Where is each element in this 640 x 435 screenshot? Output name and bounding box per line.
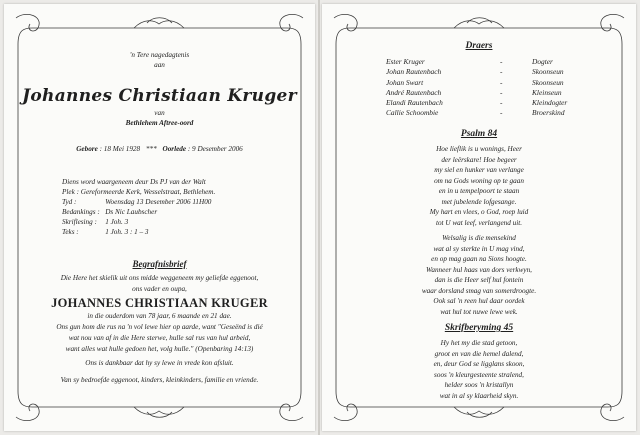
- psalm-heading: Psalm 84: [460, 129, 498, 139]
- letter-line: ons vader en oupa,: [132, 285, 187, 293]
- scripture-line: helder soos 'n kristallyn: [444, 381, 514, 389]
- booklet-fold: [318, 0, 320, 435]
- dates-line: [4, 146, 315, 153]
- psalm-line: om na Gods woning op te gaan: [434, 176, 524, 185]
- psalm-line: Ook sal 'n reen hul daar oordek: [433, 297, 525, 305]
- right-page-content: [322, 4, 636, 431]
- scripture-line: wat in al sy klaarheid skyn.: [439, 391, 519, 400]
- service-row: [62, 187, 219, 197]
- psalm-line: wat hul tot nuwe lewe wek.: [440, 307, 518, 316]
- service-place: Plek : Gereformeerde Kerk, Wesselstraat, Bethlehem.: [62, 188, 216, 196]
- bearers-list: [386, 57, 567, 119]
- born-label: Gebore: [76, 145, 98, 153]
- service-row: [62, 207, 219, 217]
- scripture-line: soos 'n kleurgesteente stralend,: [434, 370, 524, 379]
- service-label: Skriflesing :: [62, 218, 97, 226]
- left-page: [4, 4, 315, 431]
- born-date: : 18 Mei 1928: [99, 145, 141, 153]
- psalm-line: Hoe lieflik is u wonings, Heer: [436, 145, 522, 153]
- intro-line: 'n Tere nagedagtenis: [129, 51, 190, 59]
- bearer-dash: -: [500, 57, 503, 66]
- bearer-row: [386, 108, 567, 118]
- bearer-relation: Kleinseun: [532, 87, 562, 97]
- letter-verse: wat nou van af in die Here sterwe, hulle sal rus van hul arbeid,: [68, 334, 251, 342]
- bearer-dash: -: [500, 67, 503, 77]
- bearer-row: [386, 98, 567, 108]
- bearer-name: Johan Swart: [386, 77, 424, 87]
- bearer-name: Callie Schoombie: [386, 108, 439, 118]
- bearer-relation: Skoonseun: [532, 67, 564, 77]
- service-details: [62, 177, 219, 237]
- bearer-name: Johan Rautenbach: [386, 67, 442, 77]
- psalm-line: der leërskare! Hoe begeer: [441, 155, 517, 164]
- service-label: Bedankings :: [62, 208, 100, 216]
- bearer-relation: Broerskind: [532, 108, 565, 118]
- service-row: [62, 217, 219, 227]
- letter-age: in die ouderdom van 78 jaar, 6 maande en 21 dae.: [87, 312, 232, 320]
- bearer-dash: -: [500, 98, 503, 108]
- scripture-line: Hy het my die stad getoon,: [440, 339, 518, 347]
- psalm-line: my siel en hunker van verlange: [434, 166, 524, 174]
- burial-heading: Begrafnisbrief: [132, 259, 187, 269]
- left-page-content: [4, 4, 315, 431]
- psalm-line: dan is die Heer self hul fontein: [434, 276, 524, 284]
- van-label: van: [154, 109, 165, 117]
- bearer-dash: -: [500, 87, 503, 97]
- right-page: [322, 4, 636, 431]
- scripture-heading: Skrifberyming 45: [444, 323, 514, 333]
- letter-thanks: Ons is dankbaar dat hy sy lewe in vrede kon afsluit.: [85, 359, 234, 367]
- deceased-name-script: Johannes Christiaan Kruger: [22, 86, 297, 106]
- psalm-line: Welsalig is die mensekind: [442, 234, 516, 242]
- service-value: Ds Nic Laubscher: [105, 208, 158, 216]
- psalm-line: wat al sy sterkte in U mag vind,: [433, 244, 525, 253]
- bearer-relation: Kleindogter: [532, 98, 568, 108]
- service-value: 1 Joh. 3 : 1 – 3: [105, 228, 149, 236]
- psalm-line: tot U wat leef, verlangend uit.: [435, 218, 523, 227]
- scripture-line: en, deur God se ligglans skoon,: [433, 360, 525, 368]
- bearer-name: André Rautenbach: [386, 87, 442, 97]
- service-value: Woensdag 13 Desember 2006 11H00: [105, 198, 212, 206]
- date-separator: ***: [145, 145, 157, 153]
- residence: Bethlehem Aftree-oord: [125, 119, 194, 127]
- bearer-dash: -: [500, 108, 503, 118]
- died-label: Oorlede: [162, 145, 187, 153]
- bearers-heading: Draers: [465, 41, 493, 51]
- bearer-row: [386, 88, 567, 98]
- letter-verse: Ons gun hom die rus na 'n vol lewe hier op aarde, want "Geseënd is dié: [56, 323, 263, 331]
- bearer-relation: Skoonseun: [532, 77, 564, 87]
- bearer-row: [386, 78, 567, 88]
- service-value: 1 Joh. 3: [105, 218, 129, 226]
- psalm-line: My hart en vlees, o God, roep luid: [429, 208, 529, 216]
- psalm-line: en op mag gaan na Sions hoogte.: [431, 255, 527, 263]
- letter-signoff: Van sy bedroefde eggenoot, kinders, kleinkinders, familie en vriende.: [60, 376, 259, 384]
- psalm-line: waar dorsland smag van somerdroogte.: [421, 286, 537, 295]
- psalm-line: Wanneer hul haas van dors verkwyn,: [426, 265, 532, 274]
- letter-verse: want alles wat hulle gedoen het, volg hulle." (Openbaring 14:13): [65, 345, 254, 353]
- scripture-line: groot en van die hemel dalend,: [434, 349, 524, 358]
- bearer-row: [386, 67, 567, 77]
- service-label: Teks :: [62, 228, 79, 236]
- deceased-name-caps: JOHANNES CHRISTIAAN KRUGER: [51, 296, 268, 310]
- psalm-line: en in u tempelpoort te staan: [438, 187, 520, 195]
- bearer-name: Ester Kruger: [386, 57, 425, 66]
- psalm-line: met jubelende lofgesange.: [441, 197, 517, 206]
- service-label: Tyd :: [62, 198, 77, 206]
- service-row: [62, 177, 219, 187]
- intro-line-aan: aan: [154, 61, 165, 69]
- service-row: [62, 227, 219, 237]
- bearer-name: Elandi Rautenbach: [386, 98, 443, 108]
- bearer-dash: -: [500, 77, 503, 87]
- service-row: [62, 197, 219, 207]
- bearer-row: [386, 57, 567, 67]
- letter-line: Die Here het skielik uit ons midde weggeneem my geliefde eggenoot,: [60, 274, 259, 282]
- service-officiant: Diens word waargeneem deur Ds PJ van der Walt: [62, 178, 206, 186]
- died-date: : 9 Desember 2006: [187, 145, 243, 153]
- bearer-relation: Dogter: [532, 57, 553, 66]
